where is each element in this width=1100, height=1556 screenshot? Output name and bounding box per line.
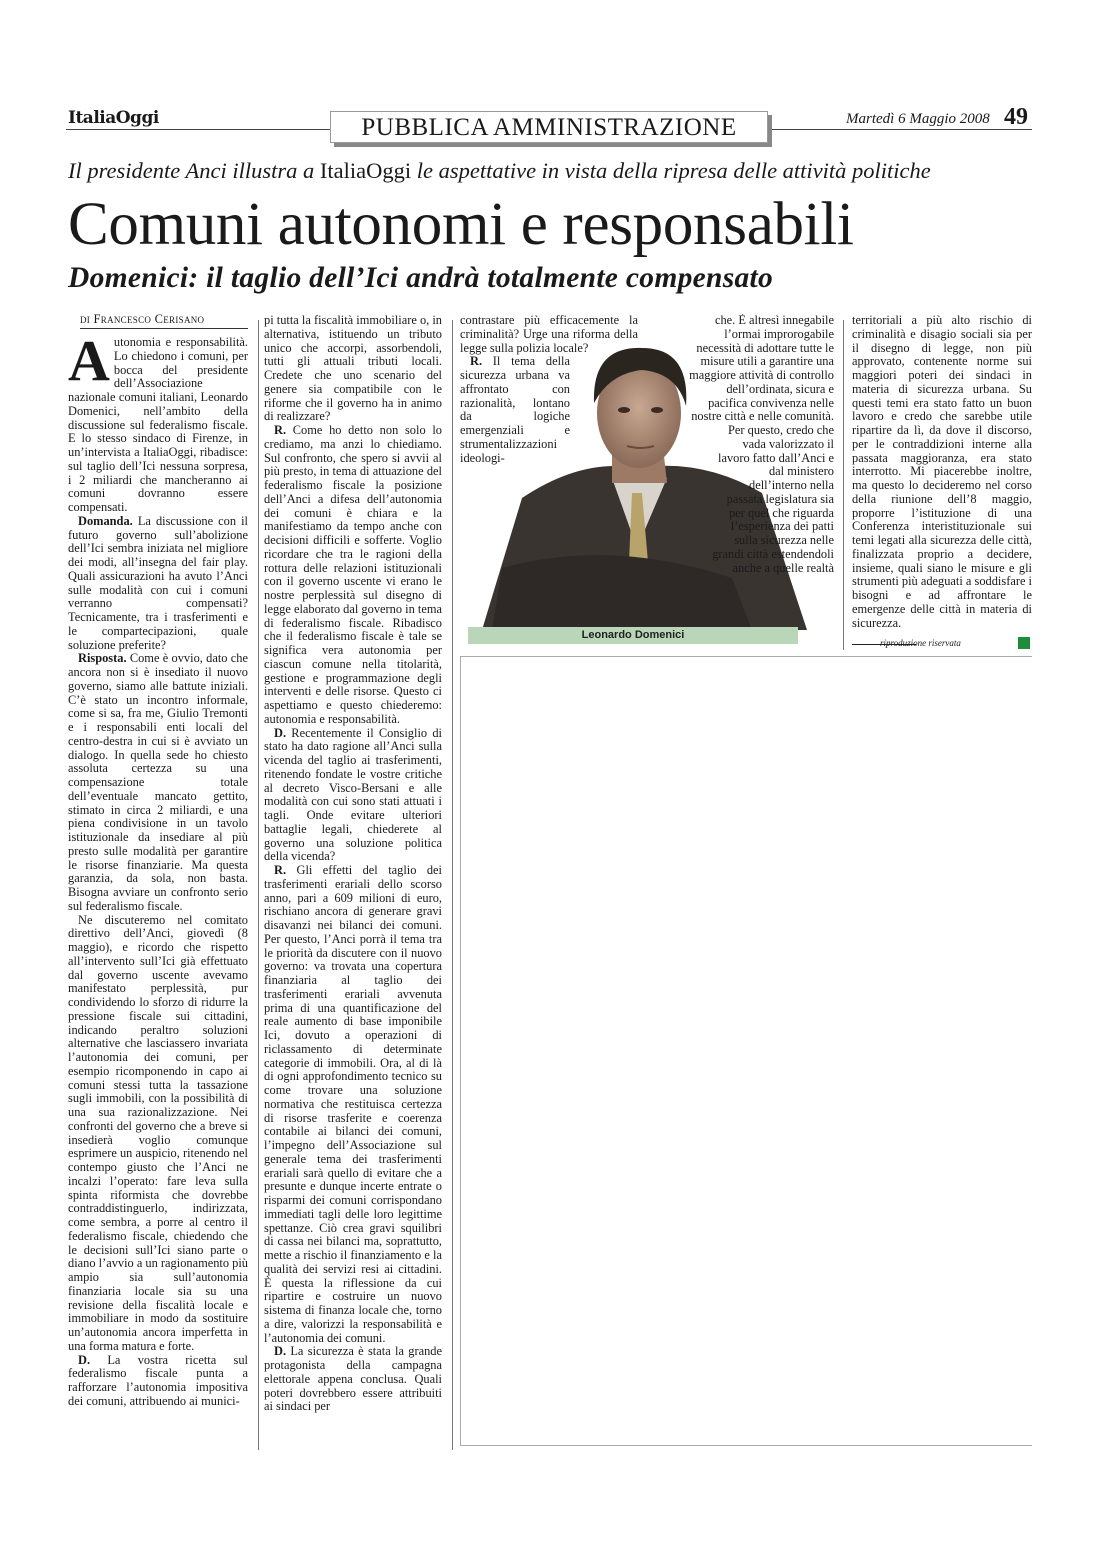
question (68, 515, 248, 653)
kicker-brand: ItaliaOggi (319, 158, 412, 183)
article-column-4 (652, 314, 834, 650)
kicker (68, 158, 1034, 184)
photo-caption: Leonardo Domenici (468, 627, 798, 644)
article-column-5 (852, 314, 1032, 634)
question-label: Domanda. (78, 513, 133, 528)
issue-date: Martedì 6 Maggio 2008 (846, 111, 990, 127)
answer-label: R. (470, 354, 483, 369)
answer (68, 652, 248, 913)
question-text: Recentemente il Consiglio di stato ha dato ragione all’Anci sulla vicenda del taglio ai trasferimenti, ritenendo fondate le vostre critiche al decreto Visco-Bersani e alle modalità con cui sono stati attuati i tagli. Onde evitare ulteriori battaglie legali, chiederete al governo una soluzione politica della vicenda? (264, 725, 442, 864)
article-column-3 (460, 314, 640, 474)
masthead-logo: ItaliaOggi (68, 108, 159, 128)
question (264, 1345, 442, 1414)
paragraph: territoriali a più alto rischio di criminalità e disagio sociali sia per il disegno di legge, non più approvato, contenente norme sui maggiori poteri dei sindaci in materia di sicurezza urbana. Su questi temi era stato fatto un buon lavoro e credo che sarebbe utile ripartire da lì, da dove il discorso, per le contraddizioni interne alla passata maggioranza, era stato interrotto. Mi piacerebbe inoltre, ma questo lo decideremo nel corso della riunione dell’8 maggio, proporre l’istituzione di una Conferenza interistituzionale sui temi legati alla sicurezza delle città, finalizzata proprio a decidere, insieme, quali siano le misure e gli strumenti più adeguati a soddisfare i bisogni e ad affrontare le emergenze delle città in materia di sicurezza. (852, 314, 1032, 630)
column-rule (843, 320, 844, 650)
paragraph: pi tutta la fiscalità immobiliare o, in alternativa, istituendo un tributo unico che accorpi, assorbendoli, tutti gli attuali tributi locali. Credete che uno scenario del genere sia compatibile con le riforme che il governo ha in animo di realizzare? (264, 314, 442, 424)
paragraph: Ne discuteremo nel comitato direttivo dell’Anci, giovedì (8 maggio), e ricordo che rispetto all’intervento sull’Ici già effettuato dal governo uscente avevamo manifestato perplessità, pur condividendo lo sforzo di ridurre la pressione fiscale sui cittadini, indicando peraltro soluzioni alternative che lasciassero invariata l’autonomia dei comuni, per esempio ricomponendo in capo ai comuni stessi tutta la tassazione sugli immobili, con la possibilità di una sua razionalizzazione. Nei confronti del governo che a breve si insedierà voglio comunque esprimere un auspicio, ritenendo nel contempo giusto che l’Anci ne incalzi l’operato: fare leva sulla spinta riformista che dovrebbe contraddistinguerlo, indirizzata, come sembra, a porre al centro il federalismo fiscale, chiedendo che le decisioni sull’Ici siano parte o diano l’avvio a un ragionamento più ampio sia sull’autonomia finanziaria locale sia su una revisione della fiscalità locale e immobiliare in modo da sostituire un’autonomia ancora imperfetta in una forma matura e forte. (68, 912, 248, 1353)
paragraph: Per questo, credo che vada valorizzato il lavoro fatto dall’Anci e dal ministero dell’interno nella passata legislatura sia per quel che riguarda l’esperienza dei patti sulla sicurezza nelle grandi città estendendoli anche a quelle realtà (712, 423, 834, 575)
question-text: La discussione con il futuro governo sull’abolizione dell’Ici sembra iniziata nel migliore dei modi, all’insegna del fair play. Quali assicurazioni ha avuto l’Anci sulle modalità con cui i comuni verranno compensati? Tecnicamente, tra i trasferimenti e le compartecipazioni, quale soluzione preferite? (68, 513, 248, 652)
question (264, 727, 442, 865)
answer (264, 424, 442, 727)
question (68, 1354, 248, 1409)
answer-label: R. (274, 863, 287, 877)
answer-label: Risposta. (78, 651, 127, 666)
paragraph: contrastare più efficacemente la criminalità? Urge una riforma della legge sulla polizia locale? (460, 314, 638, 355)
question-label: D. (274, 725, 287, 740)
column-rule (258, 320, 259, 1450)
copyright-note: riproduzione riservata (880, 638, 961, 648)
paragraph: utonomia e responsabilità. Lo chiedono i comuni, per bocca del presidente dell’Associazione nazionale comuni italiani, Leonardo Domenici, nell’ambito della discussione sul federalismo fiscale. E lo stesso sindaco di Firenze, in un’intervista a ItaliaOggi, ribadisce: sul taglio dell’Ici nessuna sorpresa, i 2 miliardi che mancheranno ai comuni dovranno essere compensati. (68, 336, 248, 514)
answer-text: Gli effetti del taglio dei trasferimenti erariali dello scorso anno, pari a 609 milioni di euro, rischiano ancora di generare gravi disavanzi nei bilanci dei comuni. Per questo, l’Anci porrà il tema tra le priorità da discutere con il nuovo governo: va trovata una copertura finanziaria al taglio dei trasferimenti erariali avvenuta prima di una quantificazione del reale aumento di base imponibile Ici, dovuto a operazioni di riclassamento di determinate categorie di immobili. Ora, al di là di ogni approfondimento tecnico su come trovare una soluzione normativa che restituisca certezza di risorse trasferite e coerenza contabile ai bilanci dei comuni, l’impegno dell’Associazione sul generale tema dei trasferimenti erariali sarà quello di evitare che a presunte e dunque incerte entrate o risparmi dei comuni corrispondano immediati tagli delle loro legittime spettanze. Ciò crea gravi squilibri di cassa nei bilanci ma, soprattutto, mette a rischio il finanziamento e la qualità dei servizi resi ai cittadini. È questa la riflessione da cui ripartire e costruire un nuovo sistema di finanza locale che, torno a dire, valorizzi la responsabilità e l’autonomia dei comuni. (264, 863, 442, 1345)
column-rule (452, 320, 453, 1450)
question-label: D. (274, 1344, 287, 1359)
kicker-post: le aspettative in vista della ripresa delle attività politiche (411, 158, 931, 183)
ad-area-top-rule (460, 656, 1032, 657)
answer-text: Come è ovvio, dato che ancora non si è insediato il nuovo governo, siamo alle battute iniziali. C’è stato un incontro informale, come si sa, fra me, Giulio Tremonti e i responsabili enti locali del centro-destra in cui si è avviato un dialogo. In quella sede ho chiesto assoluta certezza su una compensazione totale dell’eventuale mancato gettito, stimato in circa 2 miliardi, e una piena condivisione in un tavolo istituzionale da insediare al più presto sulle modalità per garantire le risorse finanziarie. Ma questa garanzia, da sola, non basta. Bisogna avviare un confronto serio sul federalismo fiscale. (68, 651, 248, 913)
article-column-2 (264, 314, 442, 1454)
article-column-1 (68, 336, 248, 1450)
byline-rule (80, 328, 248, 329)
question-label: D. (78, 1352, 91, 1367)
answer-text: Il tema della sicurezza urbana va affrontato con razionalità, lontano da logiche emergenziali e strumentalizzazioni ideologi- (460, 354, 570, 465)
ad-area-bottom-rule (460, 1445, 1032, 1446)
kicker-pre: Il presidente Anci illustra a (68, 158, 320, 183)
ad-area-left-rule (460, 656, 461, 1446)
paragraph: che. È altresì innegabile l’ormai improrogabile necessità di adottare tutte le misure utili a garantire una maggiore attività di controllo dell’ordinata, sicura e pacifica convivenza nelle nostre città e nelle comunità. (689, 314, 834, 424)
answer-label: R. (274, 423, 287, 437)
answer-text: Come ho detto non solo lo crediamo, ma anzi lo chiediamo. Sul confronto, che spero si avvii al più presto, in tema di attuazione del federalismo fiscale la posizione dell’Anci a difesa dell’autonomia dei comuni è chiara e la manifestiamo da tempo anche con decisioni difficili e sofferte. Voglio ricordare che tra le ragioni della rottura delle relazioni istituzionali con il governo uscente vi erano le nostre perplessità sul disegno di legge elaborato dal governo in tema di federalismo fiscale. Ribadisco che il federalismo fiscale è tale se significa vera autonomia per ciascun comune nella titolarità, gestione e programmazione degli interventi e delle risorse. Questo ci aspettiamo e questo chiederemo: autonomia e responsabilità. (264, 423, 442, 726)
page-number: 49 (1004, 104, 1028, 130)
section-title: PUBBLICA AMMINISTRAZIONE (330, 111, 768, 143)
drop-cap: A (68, 336, 110, 393)
answer (460, 355, 570, 465)
answer (264, 864, 442, 1345)
subheadline: Domenici: il taglio dell’Ici andrà totalmente compensato (68, 262, 774, 294)
question-text: La sicurezza è stata la grande protagonista della campagna elettorale appena conclusa. Quali poteri dovrebbero essere attribuiti ai sindaci per (264, 1344, 442, 1414)
question-text: La vostra ricetta sul federalismo fiscale punta a rafforzare l’autonomia impositiva dei comuni, attribuendo ai munici- (68, 1352, 248, 1408)
byline: di Francesco Cerisano (80, 312, 205, 326)
headline: Comuni autonomi e responsabili (68, 191, 854, 258)
end-mark (1018, 637, 1030, 649)
